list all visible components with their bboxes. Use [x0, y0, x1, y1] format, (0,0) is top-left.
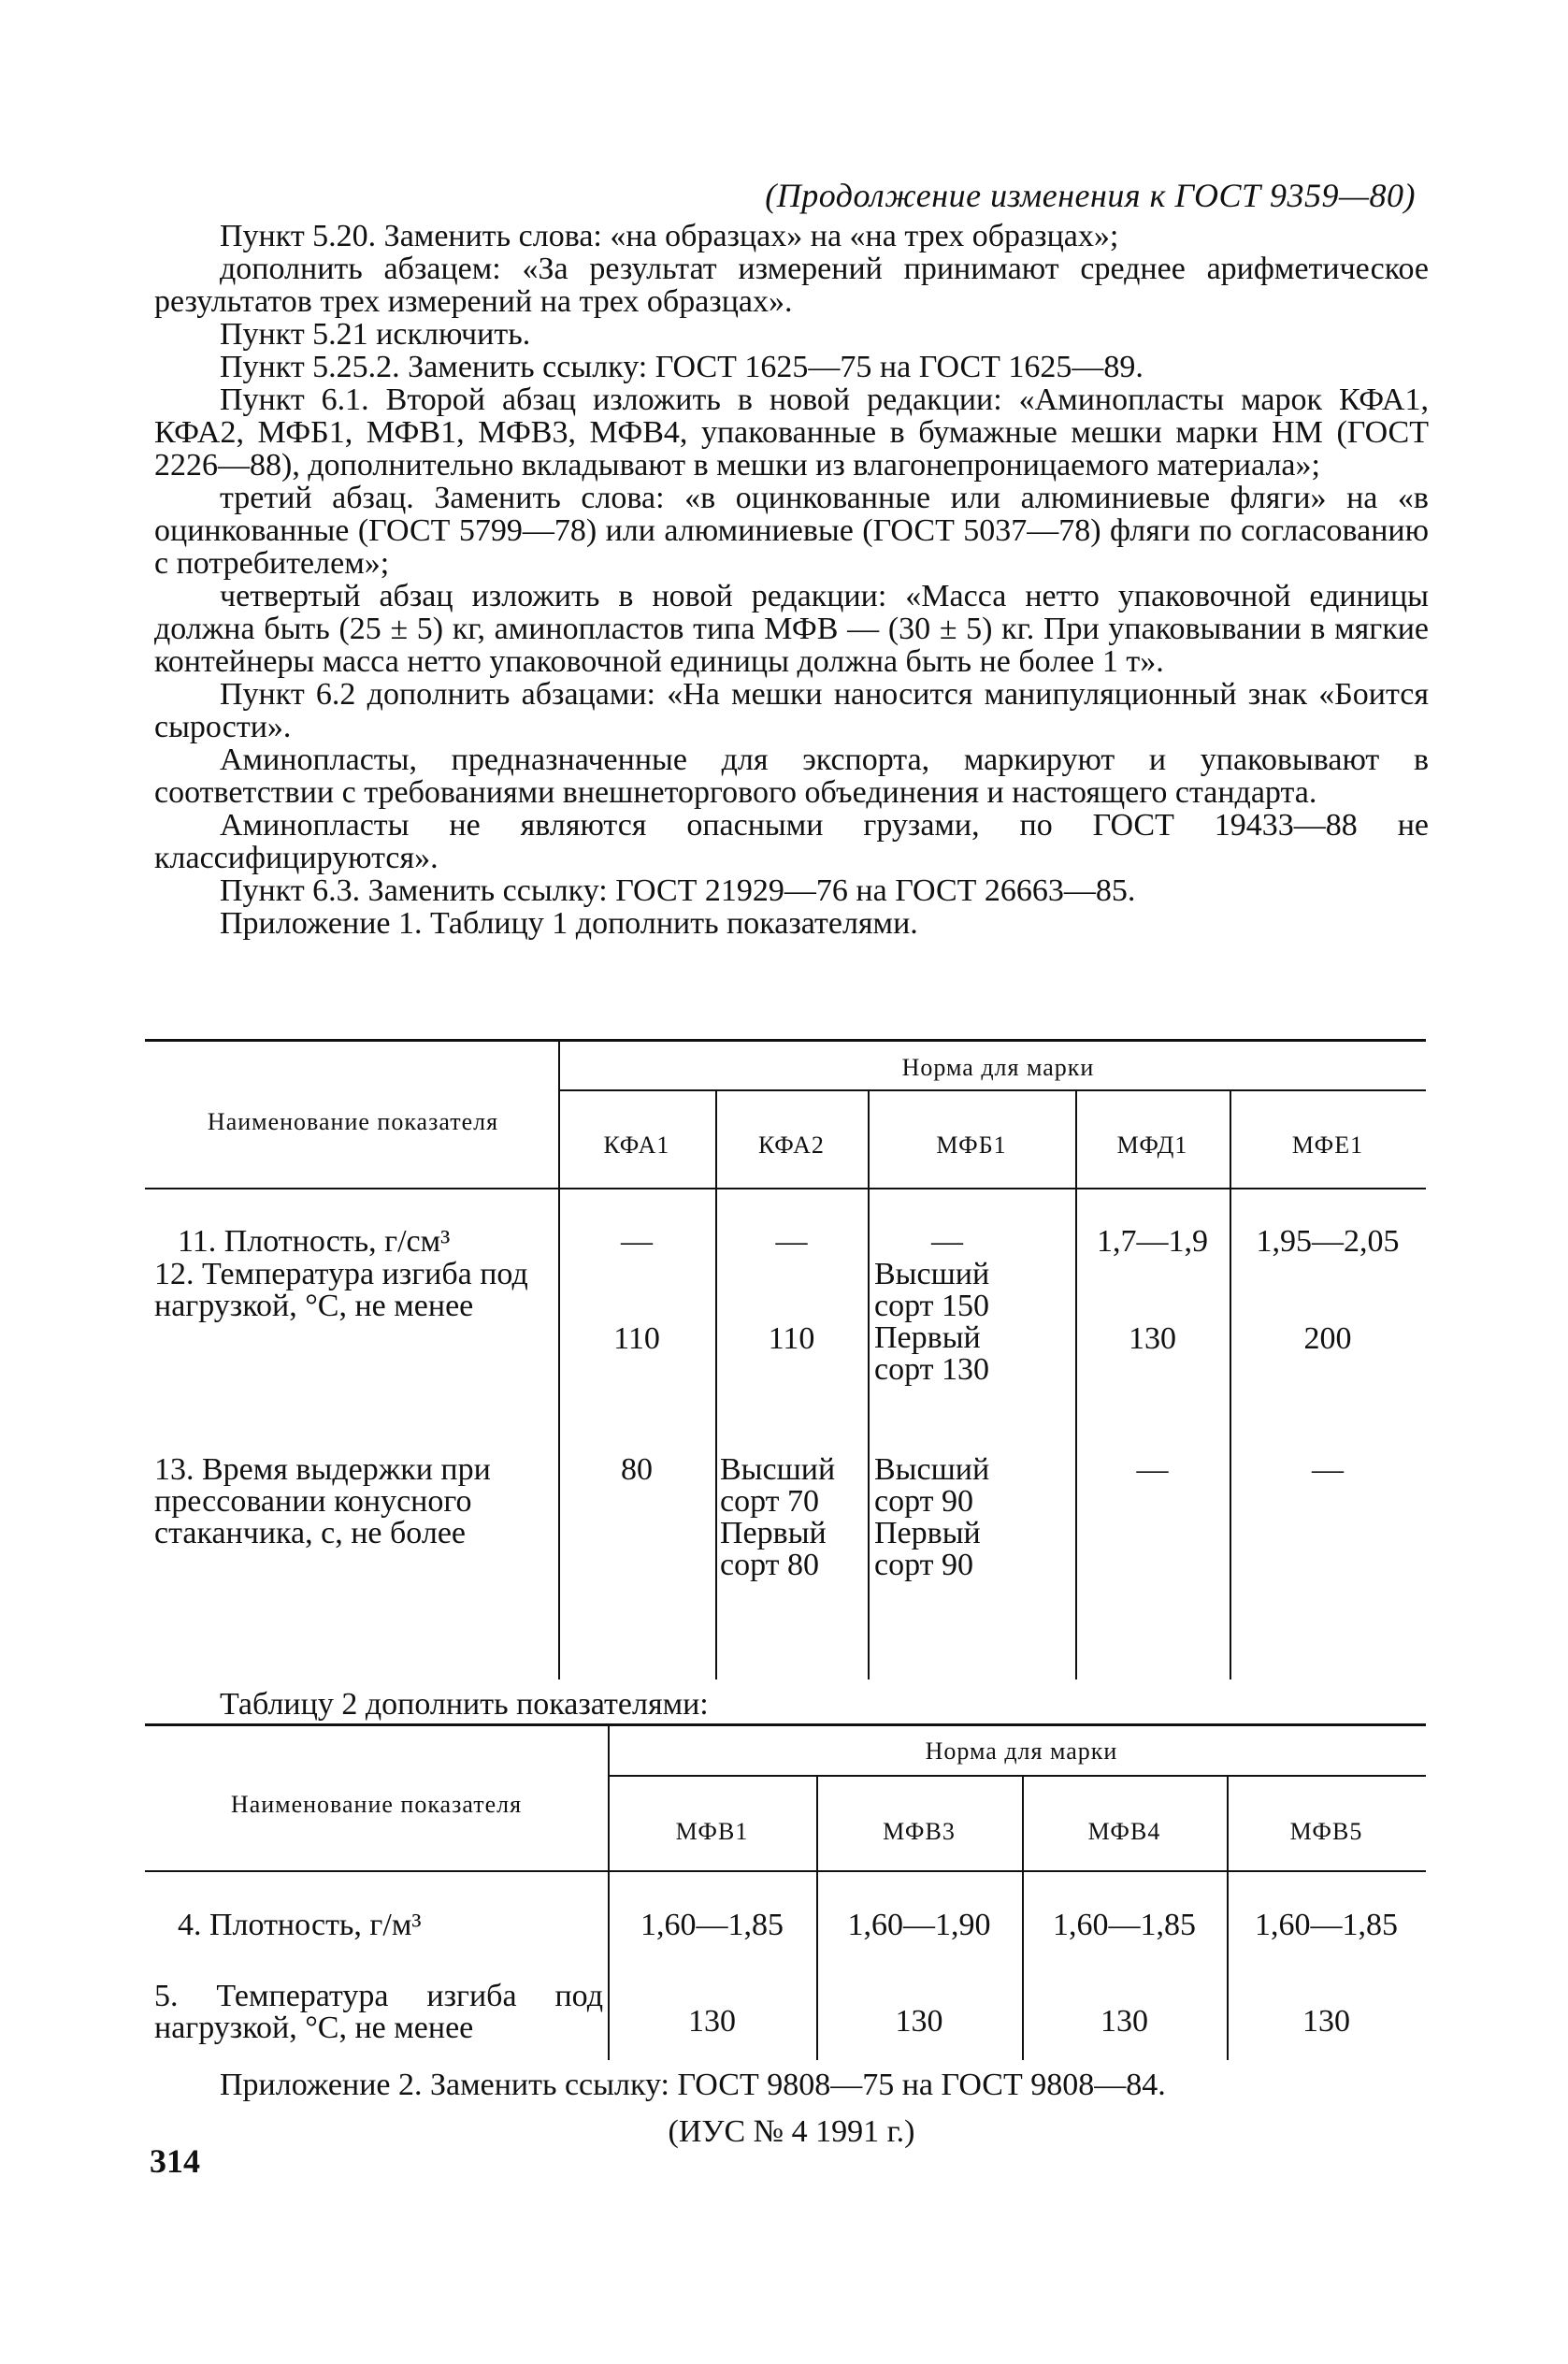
table-cell: 130	[895, 2004, 943, 2039]
table-cell: 130	[688, 2004, 736, 2039]
column-header: МФВ3	[883, 1818, 956, 1845]
footer-text	[154, 2068, 1429, 2101]
row-name: 12. Температура изгиба под нагрузкой, °С, не менее	[154, 1257, 528, 1323]
paragraph: Пункт 5.20. Заменить слова: «на образцах» на «на трех образцах»;	[220, 219, 1119, 253]
paragraph: Пункт 6.3. Заменить ссылку: ГОСТ 21929—76 на ГОСТ 26663—85.	[220, 873, 1136, 908]
table-cell: —	[931, 1224, 963, 1259]
table-cell: Высший сорт 70 Первый сорт 80	[720, 1452, 836, 1582]
table-cell: 110	[768, 1321, 815, 1356]
table-cell: 1,60—1,85	[1053, 1908, 1196, 1942]
paragraph: Пункт 6.2 дополнить абзацами: «На мешки наносится манипуляционный знак «Боится сырости».	[154, 677, 1429, 744]
paragraph: Пункт 6.1. Второй абзац изложить в новой редакции: «Аминопласты марок КФА1, КФА2, МФБ1, МФВ1, МФВ3, МФВ4, упакованные в бумажные мешки марки НМ (ГОСТ 2226—88), дополнительно вкладывают в мешки из влагонепроницаемого материала»;	[154, 382, 1429, 483]
paragraph: Таблицу 2 дополнить показателями:	[220, 1687, 709, 1722]
paragraph: Аминопласты не являются опасными грузами, по ГОСТ 19433—88 не классифицируются».	[154, 808, 1429, 875]
column-header: МФВ1	[675, 1818, 749, 1845]
table-vline	[1230, 1089, 1231, 1679]
column-header: МФД1	[1116, 1132, 1188, 1159]
table-cell: 1,95—2,05	[1256, 1224, 1400, 1259]
table-cell: Высший сорт 90 Первый сорт 90	[874, 1452, 990, 1582]
table-cell: —	[1136, 1452, 1169, 1487]
table-cell: 130	[1129, 1321, 1176, 1356]
paragraph: Пункт 5.25.2. Заменить ссылку: ГОСТ 1625—75 на ГОСТ 1625—89.	[220, 350, 1144, 384]
table-cell: —	[1312, 1452, 1344, 1487]
column-header: МФЕ1	[1291, 1132, 1364, 1159]
paragraph: четвертый абзац изложить в новой редакции: «Масса нетто упаковочной единицы должна быть (25 ± 5) кг, аминопластов типа МФВ — (30 ± 5) кг. При упаковывании в мягкие контейнеры масса нетто упаковочной единицы должна быть не более 1 т».	[154, 579, 1429, 679]
page-number: 314	[150, 2142, 200, 2180]
table-top-rule	[145, 1039, 1426, 1042]
column-header-name: Наименование показателя	[207, 1108, 499, 1135]
table-vline	[715, 1089, 717, 1679]
table-cell: 200	[1303, 1321, 1352, 1356]
column-header: КФА2	[758, 1132, 825, 1159]
column-header: КФА1	[603, 1132, 670, 1159]
table-cell: 1,60—1,90	[847, 1908, 991, 1942]
group-header: Норма для марки	[925, 1737, 1118, 1765]
table-cell: Высший сорт 150 Первый сорт 130	[874, 1257, 990, 1387]
table-cell: 80	[621, 1452, 653, 1487]
table-rule	[608, 1775, 1426, 1777]
paragraph: Аминопласты, предназначенные для экспорта, маркируют и упаковывают в соответствии с требованиями внешнеторгового объединения и настоящего стандарта.	[154, 742, 1429, 810]
row-name: 11. Плотность, г/см³	[178, 1224, 451, 1259]
column-header-name: Наименование показателя	[230, 1791, 523, 1818]
table-header-rule	[145, 1870, 1426, 1872]
table-cell: 130	[1100, 2004, 1148, 2039]
row-name: 5. Температура изгиба под нагрузкой, °С, не менее	[154, 1979, 603, 2045]
table-2-intro	[154, 1688, 1429, 1721]
paragraph: Пункт 5.21 исключить.	[220, 317, 531, 352]
table-cell: 130	[1302, 2004, 1350, 2039]
table-vline	[1075, 1089, 1077, 1679]
column-header: МФВ4	[1087, 1818, 1161, 1845]
row-name: 13. Время выдержки при прессовании конусного стаканчика, с, не более	[154, 1452, 491, 1550]
table-cell: —	[775, 1224, 808, 1259]
group-header: Норма для марки	[901, 1054, 1095, 1081]
table-rule	[558, 1089, 1426, 1091]
table-cell: —	[621, 1224, 653, 1259]
table-cell: 1,7—1,9	[1097, 1224, 1208, 1259]
table-vline	[868, 1089, 870, 1679]
column-header: МФВ5	[1289, 1818, 1363, 1845]
paragraph: Приложение 2. Заменить ссылку: ГОСТ 9808—75 на ГОСТ 9808—84.	[220, 2068, 1166, 2102]
continuation-header: (Продолжение изменения к ГОСТ 9359—80)	[765, 177, 1416, 214]
table-cell: 110	[613, 1321, 660, 1356]
table-header-rule	[145, 1188, 1426, 1189]
body-text	[154, 220, 1429, 940]
paragraph: дополнить абзацем: «За результат измерений принимают среднее арифметическое результатов трех измерений на трех образцах».	[154, 252, 1429, 319]
row-name: 4. Плотность, г/м³	[178, 1908, 422, 1942]
table-cell: 1,60—1,85	[1255, 1908, 1398, 1942]
column-header: МФБ1	[936, 1132, 1007, 1159]
table-top-rule	[145, 1723, 1426, 1726]
paragraph: Приложение 1. Таблицу 1 дополнить показателями.	[220, 906, 918, 941]
paragraph: третий абзац. Заменить слова: «в оцинкованные или алюминиевые фляги» на «в оцинкованные (ГОСТ 5799—78) или алюминиевые (ГОСТ 5037—78) фляги по согласованию с потребителем»;	[154, 481, 1429, 581]
table-cell: 1,60—1,85	[640, 1908, 784, 1942]
ius-reference: (ИУС № 4 1991 г.)	[668, 2114, 915, 2149]
